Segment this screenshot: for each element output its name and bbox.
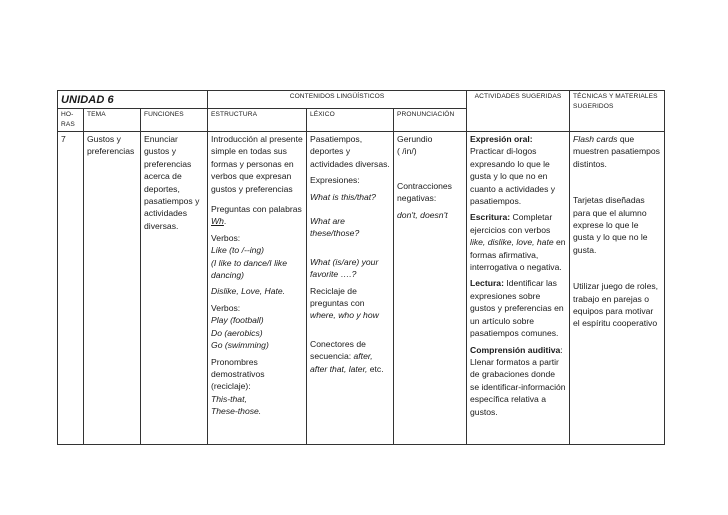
estructura-pronombres-b: These-those. xyxy=(211,406,262,417)
contenidos-header: CONTENIDOS LINGÜÍSTICOS xyxy=(208,91,467,109)
pron-gerundio: Gerundio xyxy=(397,134,433,144)
estructura-verbos-label: Verbos: xyxy=(211,232,241,243)
horas-cell: 7 xyxy=(58,132,84,445)
funciones-header: FUNCIONES xyxy=(141,109,208,132)
act-escritura: Escritura: Completar ejercicios con verbos like, dislike, love, hate en formas afirmativa, interrogativa o negativa. xyxy=(470,212,566,273)
lexico-expresiones-label: Expresiones: xyxy=(310,175,360,186)
horas-header: HO-RAS xyxy=(58,109,84,132)
estructura-verbos-like: Like (to /--ing) xyxy=(211,245,265,256)
tema-header: TEMA xyxy=(84,109,141,132)
act-oral: Expresión oral: Practicar di-logos expresando lo que le gusta y lo que no en cuanto a actividades y pasatiempos. xyxy=(470,134,556,207)
lexico-conectores: Conectores de secuencia: after, after that, later, etc. xyxy=(310,338,384,374)
pron-contracciones-examples: don't, doesn't xyxy=(397,209,448,220)
estructura-pronombres: Pronombres demostrativos (reciclaje): xyxy=(211,356,265,392)
estructura-cell xyxy=(208,132,307,445)
lexico-expr1: What is this/that? xyxy=(310,191,376,202)
lexico-reciclaje: Reciclaje de preguntas con where, who y how xyxy=(310,285,379,321)
funciones-cell: Enunciar gustos y preferencias acerca de deportes, pasatiempos y actividades diversas. xyxy=(141,132,208,445)
estructura-verbos3-item: Play (football) xyxy=(211,315,264,326)
tec-flash: Flash cards que muestren pasatiempos distintos. xyxy=(573,134,660,169)
estructura-pronombres-a: This-that, xyxy=(211,393,247,404)
estructura-verbos3-item: Go (swimming) xyxy=(211,340,269,351)
estructura-intro: Introducción al presente simple en todas sus formas y personas en verbos que expresan gustos y preferencias xyxy=(211,134,303,194)
lexico-header: LÉXICO xyxy=(307,109,394,132)
actividades-header: ACTIVIDADES SUGERIDAS xyxy=(467,91,570,109)
estructura-preguntas: Preguntas con palabras Wh. xyxy=(211,204,302,227)
pron-ipa: ( /in/) xyxy=(397,146,417,157)
estructura-header: ESTRUCTURA xyxy=(208,109,307,132)
lexico-cell xyxy=(307,132,394,445)
act-comprension: Comprensión auditiva: Llenar formatos a partir de grabaciones donde se identificar-información específica relativa a gustos. xyxy=(470,344,566,417)
estructura-verbos3-label: Verbos: xyxy=(211,302,241,313)
pronunciacion-cell xyxy=(394,132,467,445)
pronunciacion-header: PRONUNCIACIÓN xyxy=(394,109,467,132)
estructura-verbos2: Dislike, Love, Hate. xyxy=(211,286,286,297)
actividades-header-spacer xyxy=(467,109,570,132)
actividades-cell xyxy=(467,132,570,445)
pron-contracciones: Contracciones negativas: xyxy=(397,180,452,204)
act-lectura: Lectura: Identificar las expresiones sobre gustos y preferencias en un artículo sobre pasatiempos comunes. xyxy=(470,278,564,339)
unit-title: UNIDAD 6 xyxy=(58,91,208,109)
tecnicas-cell xyxy=(570,132,665,445)
estructura-verbos-example: (I like to dance/I like dancing) xyxy=(211,257,287,281)
tec-tarjetas: Tarjetas diseñadas para que el alumno exprese lo que le gusta y lo que no le gusta. xyxy=(573,195,648,255)
unit-plan-table xyxy=(57,90,665,445)
tema-cell: Gustos y preferencias xyxy=(84,132,141,445)
estructura-verbos3-item: Do (aerobics) xyxy=(211,327,263,338)
lexico-expr2: What are these/those? xyxy=(310,216,360,239)
tec-juego: Utilizar juego de roles, trabajo en parejas o equipos para motivar el espíritu cooperativo xyxy=(573,281,659,329)
tecnicas-header: TÉCNICAS Y MATERIALES SUGERIDOS xyxy=(570,91,665,132)
lexico-expr3: What (is/are) your favorite ….? xyxy=(310,256,379,280)
lexico-pasatiempos: Pasatiempos, deportes y actividades diversas. xyxy=(310,134,390,169)
